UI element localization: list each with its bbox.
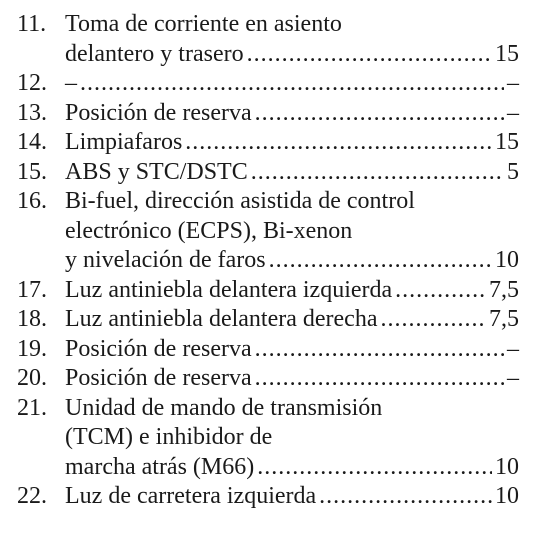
entry-last-line [65,158,519,188]
fuse-amperage: 15 [495,129,519,155]
entry-body [65,335,519,365]
dot-leader [247,40,492,70]
fuse-entry [17,305,519,335]
dot-leader [255,364,504,394]
entry-body [65,10,519,69]
entry-description-line: Bi-fuel, dirección asistida de control [65,188,415,214]
entry-body [65,128,519,158]
entry-description-line: Posición de reserva [65,365,252,391]
fuse-amperage: 15 [495,40,519,67]
dot-leader [380,305,486,335]
entry-description-line: electrónico (ECPS), Bi-xenon [65,217,353,244]
entry-last-line [65,276,519,306]
entry-number: 11. [17,11,47,37]
dot-leader [319,482,492,512]
entry-number: 13. [17,99,47,126]
entry-description-line: Luz de carretera izquierda [65,483,317,509]
entry-body [65,158,519,188]
entry-description-line: (TCM) e inhibidor de [65,424,273,450]
fuse-list [17,10,519,512]
entry-body [65,69,519,99]
fuse-amperage: 10 [495,453,519,480]
entry-last-line [65,99,519,129]
fuse-amperage: 10 [495,247,519,273]
entry-description-line: Unidad de mando de transmisión [65,394,383,421]
fuse-amperage: 10 [495,483,519,509]
entry-number: 19. [17,335,47,362]
entry-body [65,394,519,483]
dot-leader [251,158,504,188]
entry-description-line: Luz antiniebla delantera derecha [65,306,378,332]
fuse-amperage: 7,5 [489,276,519,303]
dot-leader [255,335,504,365]
entry-description-line: Posición de reserva [65,99,252,126]
fuse-entry [17,335,519,365]
entry-last-line [65,128,519,158]
entry-last-line [65,305,519,335]
entry-number: 16. [17,188,47,214]
entry-last-line [65,40,519,70]
fuse-entry [17,69,519,99]
dot-leader [257,453,492,483]
entry-description-line: Luz antiniebla delantera izquierda [65,276,393,303]
entry-body [65,99,519,129]
entry-number: 22. [17,483,47,509]
entry-number: 12. [17,70,47,96]
fuse-amperage: 5 [507,158,519,185]
fuse-amperage: 7,5 [489,306,519,332]
fuse-entry [17,394,519,483]
fuse-entry [17,276,519,306]
entry-description-line: Toma de corriente en asiento [65,11,342,37]
entry-body [65,305,519,335]
entry-description-line: marcha atrás (M66) [65,453,255,480]
entry-last-line [65,482,519,512]
entry-last-line [65,69,519,99]
entry-description-line: Limpiafaros [65,129,183,155]
fuse-amperage: – [507,365,519,391]
fuse-entry [17,10,519,69]
entry-number: 20. [17,365,47,391]
entry-last-line [65,453,519,483]
entry-description-line: – [65,70,77,96]
entry-number: 18. [17,306,47,332]
fuse-entry [17,187,519,276]
entry-body [65,276,519,306]
dot-leader [395,276,486,306]
entry-description-line: y nivelación de faros [65,247,266,273]
fuse-entry [17,128,519,158]
entry-description-line: Posición de reserva [65,335,252,362]
entry-number: 17. [17,276,47,303]
entry-number: 14. [17,129,47,155]
entry-number: 15. [17,158,47,185]
fuse-amperage: – [507,99,519,126]
dot-leader [80,69,504,99]
entry-last-line [65,364,519,394]
entry-body [65,482,519,512]
fuse-amperage: – [507,70,519,96]
entry-body [65,187,519,276]
entry-number: 21. [17,394,47,421]
fuse-entry [17,158,519,188]
dot-leader [269,246,492,276]
dot-leader [185,128,492,158]
dot-leader [255,99,504,129]
entry-last-line [65,246,519,276]
entry-description-line: ABS y STC/DSTC [65,158,248,185]
fuse-entry [17,482,519,512]
fuse-entry [17,99,519,129]
entry-description-line: delantero y trasero [65,40,244,67]
entry-last-line [65,335,519,365]
entry-body [65,364,519,394]
fuse-entry [17,364,519,394]
fuse-amperage: – [507,335,519,362]
